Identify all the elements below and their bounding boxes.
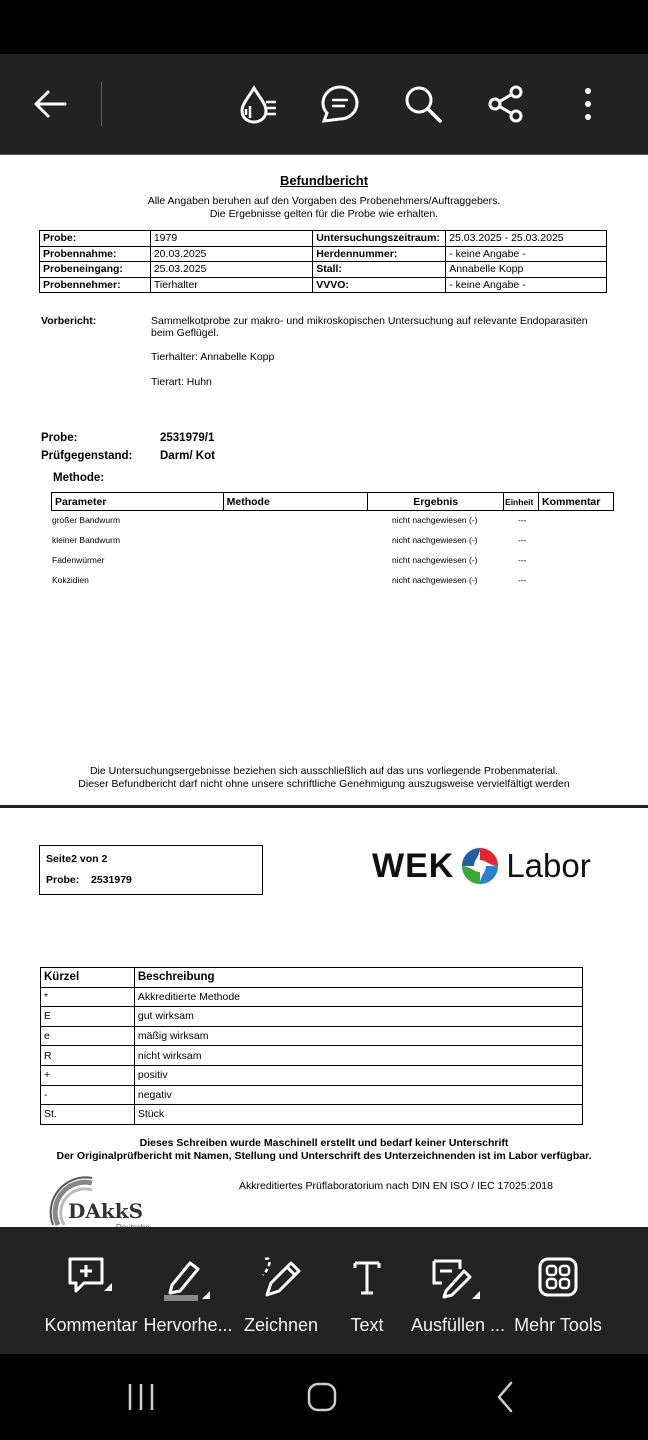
abbreviation-code: St. [41, 1105, 135, 1125]
search-icon[interactable] [401, 82, 445, 126]
info-label-cell: VVVO: [313, 277, 446, 293]
col-ergebnis: Ergebnis [368, 493, 504, 511]
home-icon[interactable] [292, 1379, 352, 1415]
info-label-cell: Probennahme: [40, 246, 151, 262]
abbreviation-description: Stück [134, 1105, 582, 1125]
tool-mehr-tools-label: Mehr Tools [514, 1315, 602, 1335]
info-value-cell: 20.03.2025 [150, 246, 312, 262]
tool-ausfuellen-label: Ausfüllen ... [411, 1315, 506, 1335]
tool-kommentar-label: Kommentar [44, 1315, 138, 1335]
tool-mehr-tools[interactable] [508, 1255, 608, 1345]
pruefgegenstand-value: Darm/ Kot [160, 450, 215, 462]
footer-line-2: Dieser Befundbericht darf nicht ohne unsere schriftliche Genehmigung auszugsweise vervielfältigt werden [78, 778, 570, 790]
fill-sign-icon [411, 1255, 497, 1299]
abbreviation-description: positiv [134, 1065, 582, 1085]
col-parameter: Parameter [52, 493, 224, 511]
recent-apps-icon[interactable] [111, 1379, 171, 1415]
parameter-unit: --- [518, 515, 527, 525]
add-comment-icon [41, 1255, 141, 1299]
abbreviation-row [41, 1085, 583, 1105]
col-kommentar: Kommentar [539, 493, 614, 511]
info-label-cell: Herdennummer: [313, 246, 446, 262]
parameter-result: nicht nachgewiesen (-) [392, 515, 478, 525]
back-arrow-icon[interactable] [28, 82, 72, 126]
page-info-box [39, 845, 263, 895]
status-bar [0, 0, 648, 54]
info-row [40, 231, 607, 247]
abbreviation-code: - [41, 1085, 135, 1105]
abbreviation-code: e [41, 1026, 135, 1046]
tierhalter-text: Tierhalter: Annabelle Kopp [151, 351, 275, 363]
parameter-row [51, 535, 614, 549]
info-row [40, 262, 607, 278]
col-methode: Methode [223, 493, 368, 511]
parameter-unit: --- [518, 555, 527, 565]
intro-line-2: Die Ergebnisse gelten für die Probe wie erhalten. [209, 208, 439, 220]
abbreviation-description: gut wirksam [134, 1007, 582, 1027]
pruefgegenstand-label: Prüfgegenstand: [41, 450, 133, 462]
methode-label: Methode: [53, 472, 105, 484]
parameter-unit: --- [518, 575, 527, 585]
info-value-cell: - keine Angabe - [446, 246, 607, 262]
info-label-cell: Probeneingang: [40, 262, 151, 278]
info-value-cell: 25.03.2025 - 25.03.2025 [446, 231, 607, 247]
parameter-row [51, 515, 614, 529]
vorbericht-text: Sammelkotprobe zur makro- und mikroskopischen Untersuchung auf relevante Endoparasiten beim Geflügel. [151, 315, 588, 339]
parameter-row [51, 555, 614, 569]
page-separator [0, 805, 648, 808]
intro-line-1: Alle Angaben beruhen auf den Vorgaben des Probenehmers/Auftraggebers. [147, 195, 501, 207]
more-tools-icon [508, 1255, 608, 1299]
page2-probe-label: Probe: [46, 874, 80, 886]
text-icon [317, 1255, 417, 1299]
info-value-cell: Annabelle Kopp [446, 262, 607, 278]
col-einheit: Einheit [504, 493, 539, 511]
toolbar-divider [101, 82, 102, 126]
parameter-result: nicht nachgewiesen (-) [392, 555, 478, 565]
info-value-cell: 1979 [150, 231, 312, 247]
probe-value: 2531979/1 [160, 432, 215, 444]
abbreviation-row [41, 1026, 583, 1046]
accreditation-text: Akkreditiertes Prüflaboratorium nach DIN EN ISO / IEC 17025:2018 [239, 1180, 553, 1192]
tool-text[interactable] [317, 1255, 417, 1345]
wek-labor-logo [372, 845, 591, 887]
tool-hervorheben-label: Hervorhe... [143, 1315, 233, 1335]
highlight-pen-icon [138, 1255, 238, 1299]
pdf-document[interactable] [0, 155, 648, 1227]
reading-mode-icon[interactable] [236, 82, 280, 126]
tool-ausfuellen[interactable] [411, 1255, 506, 1345]
abbreviation-code: * [41, 987, 135, 1007]
footer-line-1: Die Untersuchungsergebnisse beziehen sich ausschließlich auf das uns vorliegende Probenmaterial. [89, 765, 559, 777]
parameter-name: großer Bandwurm [52, 515, 121, 525]
abbreviation-description: negativ [134, 1085, 582, 1105]
parameter-result: nicht nachgewiesen (-) [392, 535, 478, 545]
dakks-logo [48, 1177, 168, 1232]
abbreviation-row [41, 1105, 583, 1125]
dakks-text: DAkkS [68, 1199, 144, 1223]
abbreviation-code: + [41, 1065, 135, 1085]
tool-text-label: Text [350, 1315, 384, 1335]
share-icon[interactable] [484, 82, 528, 126]
page-number: Seite2 von 2 [46, 853, 108, 865]
machine-note-2: Der Originalprüfbericht mit Namen, Stellung und Unterschrift des Unterzeichnenden ist im Labor verfügbar. [56, 1150, 592, 1162]
info-label-cell: Untersuchungszeitraum: [313, 231, 446, 247]
tool-hervorheben[interactable] [138, 1255, 238, 1345]
abbreviation-row [41, 1046, 583, 1066]
tierart-text: Tierart: Huhn [151, 376, 212, 388]
report-title: Befundbericht [279, 173, 369, 188]
info-label-cell: Probennehmer: [40, 277, 151, 293]
parameter-name: Kokzidien [52, 575, 89, 585]
logo-swirl-icon [460, 846, 500, 886]
tool-kommentar[interactable] [41, 1255, 141, 1345]
parameter-unit: --- [518, 535, 527, 545]
parameter-table [51, 492, 614, 511]
parameter-name: kleiner Bandwurm [52, 535, 121, 545]
info-value-cell: 25.03.2025 [150, 262, 312, 278]
machine-note-1: Dieses Schreiben wurde Maschinell erstellt und bedarf keiner Unterschrift [139, 1137, 509, 1149]
abbreviation-code: E [41, 1007, 135, 1027]
tool-zeichnen[interactable] [231, 1255, 331, 1345]
abbreviation-row [41, 1065, 583, 1085]
kz-header-kuerzel: Kürzel [41, 968, 135, 988]
info-value-cell: Tierhalter [150, 277, 312, 293]
sample-info-table [39, 230, 607, 293]
abbreviation-row [41, 1007, 583, 1027]
system-nav-bar [0, 1354, 648, 1440]
abbreviation-description: mäßig wirksam [134, 1026, 582, 1046]
parameter-row [51, 575, 614, 589]
info-value-cell: - keine Angabe - [446, 277, 607, 293]
vorbericht-label: Vorbericht: [41, 315, 97, 327]
probe-label: Probe: [41, 432, 78, 444]
bottom-tools-bar [0, 1227, 648, 1354]
comment-bubble-icon[interactable] [318, 82, 362, 126]
logo-wek-text: WEK [372, 846, 455, 885]
info-row [40, 277, 607, 293]
draw-pencil-icon [231, 1255, 331, 1299]
back-icon[interactable] [475, 1379, 535, 1415]
parameter-result: nicht nachgewiesen (-) [392, 575, 478, 585]
top-toolbar [0, 54, 648, 155]
tool-zeichnen-label: Zeichnen [243, 1315, 319, 1335]
abbreviation-description: Akkreditierte Methode [134, 987, 582, 1007]
logo-labor-text: Labor [506, 847, 591, 884]
info-row [40, 246, 607, 262]
info-label-cell: Probe: [40, 231, 151, 247]
info-label-cell: Stall: [313, 262, 446, 278]
parameter-name: Fadenwürmer [52, 555, 105, 565]
kz-header-beschreibung: Beschreibung [134, 968, 582, 988]
abbreviation-description: nicht wirksam [134, 1046, 582, 1066]
abbreviation-code: R [41, 1046, 135, 1066]
abbreviation-row [41, 987, 583, 1007]
abbreviation-table [40, 967, 583, 1125]
page2-probe-value: 2531979 [91, 874, 132, 886]
more-vertical-icon[interactable] [566, 82, 610, 126]
